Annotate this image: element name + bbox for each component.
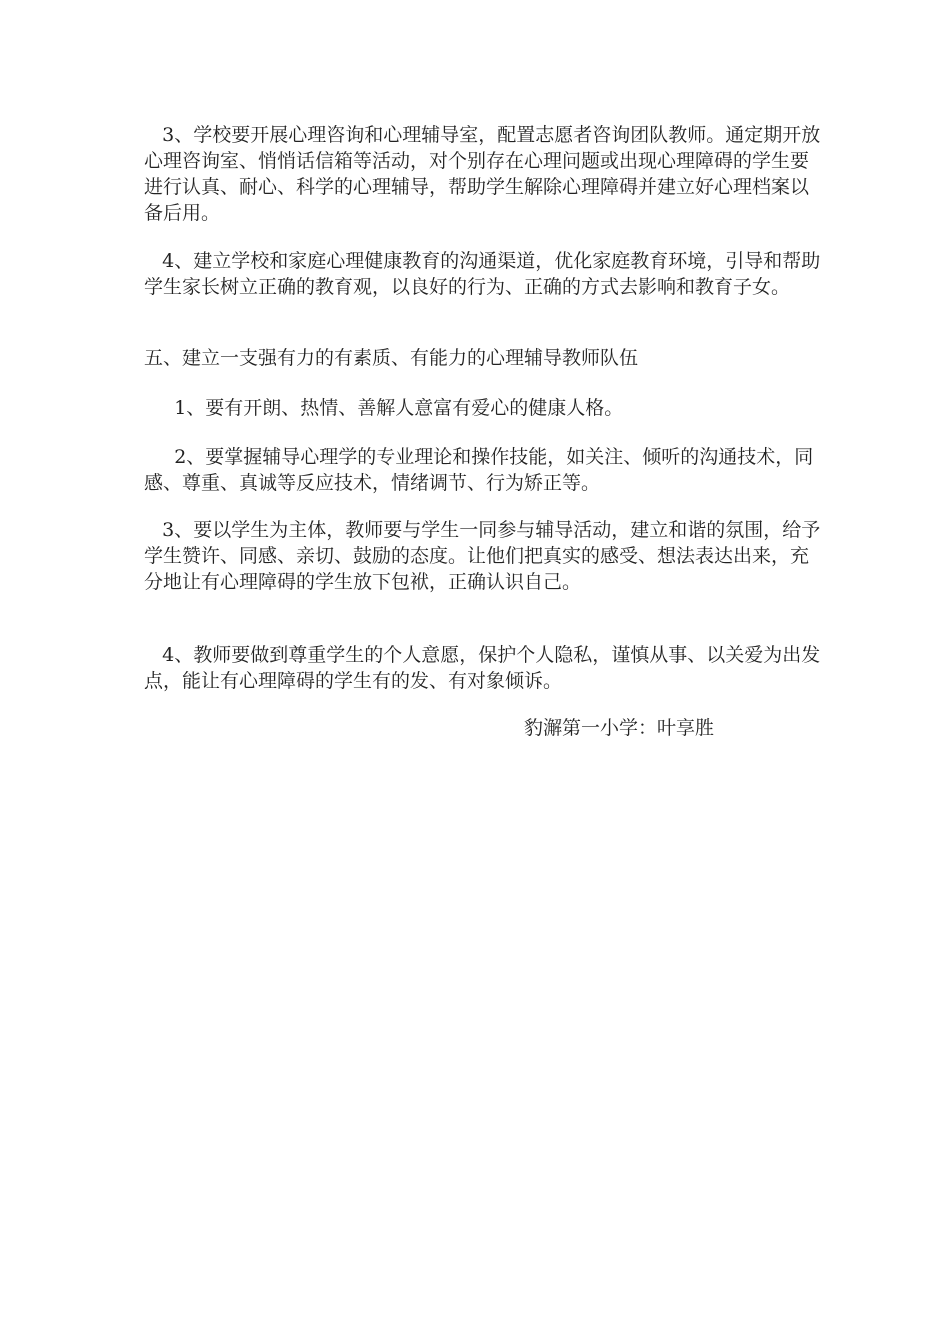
paragraph-teacher-item-1: 1、要有开朗、热情、善解人意富有爱心的健康人格。	[144, 397, 624, 419]
paragraph-teacher-item-4: 4、教师要做到尊重学生的个人意愿，保护个人隐私，谨慎从事、以关爱为出发点，能让有心理障碍的学生有的发、有对象倾诉。	[144, 644, 821, 692]
paragraph-item-3-counseling-room: 3、学校要开展心理咨询和心理辅导室，配置志愿者咨询团队教师。通定期开放心理咨询室、悄悄话信箱等活动，对个别存在心理问题或出现心理障碍的学生要进行认真、耐心、科学的心理辅导，帮助学生解除心理障碍并建立好心理档案以备后用。	[144, 124, 821, 224]
section-heading-five: 五、建立一支强有力的有素质、有能力的心理辅导教师队伍	[144, 347, 639, 369]
paragraph-teacher-item-2: 2、要掌握辅导心理学的专业理论和操作技能，如关注、倾听的沟通技术，同感、尊重、真诚等反应技术，情绪调节、行为矫正等。	[144, 446, 814, 494]
paragraph-item-4-home-school: 4、建立学校和家庭心理健康教育的沟通渠道，优化家庭教育环境，引导和帮助学生家长树立正确的教育观，以良好的行为、正确的方式去影响和教育子女。	[144, 250, 821, 298]
paragraph-teacher-item-3: 3、要以学生为主体，教师要与学生一同参与辅导活动，建立和谐的氛围，给予学生赞许、同感、亲切、鼓励的态度。让他们把真实的感受、想法表达出来，充分地让有心理障碍的学生放下包袱，正确认识自己。	[144, 519, 821, 593]
signature: 豹澥第一小学：叶享胜	[524, 717, 715, 739]
